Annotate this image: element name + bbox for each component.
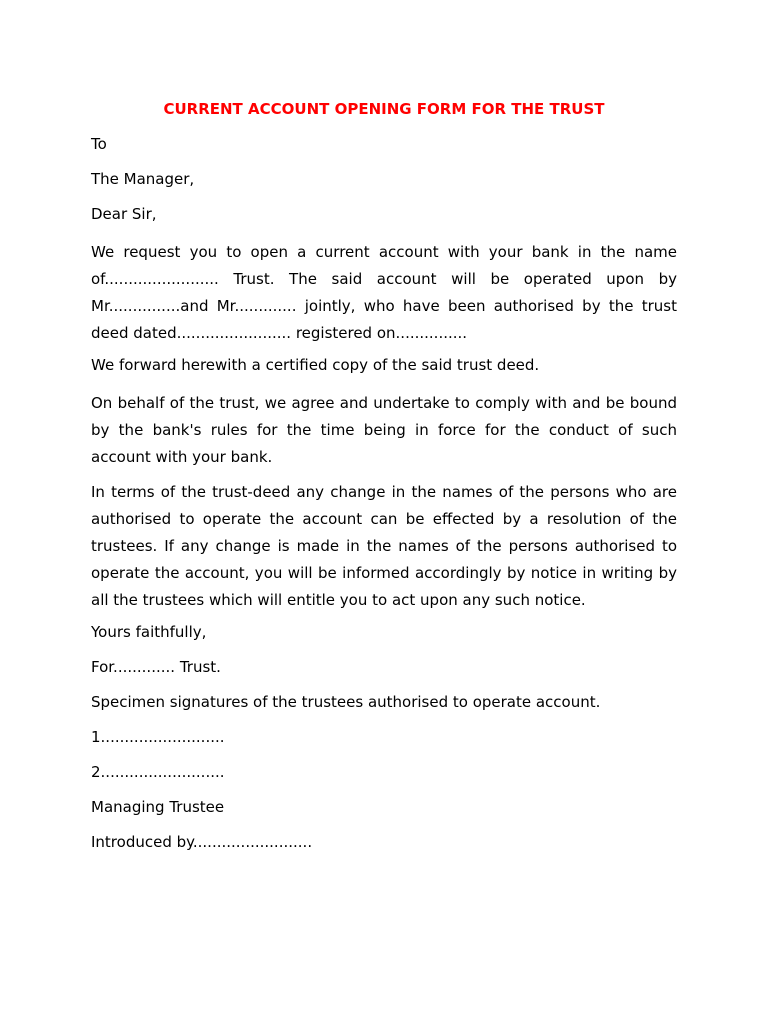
specimen-signatures-heading: Specimen signatures of the trustees authorised to operate account. [91, 693, 601, 711]
document-page [91, 99, 677, 867]
closing-line: Yours faithfully, [91, 623, 207, 641]
addressee-line: The Manager, [91, 170, 195, 188]
request-paragraph: We request you to open a current account with your bank in the name of........................ Trust. The said account will be operated upon by Mr...............and Mr............. jointly, who have been authorised by the trust deed dated........................ registered on............... [91, 243, 677, 342]
undertaking-paragraph: On behalf of the trust, we agree and undertake to comply with and be bound by the bank's rules for the time being in force for the conduct of such account with your bank. [91, 394, 677, 466]
change-of-signatories-paragraph: In terms of the trust-deed any change in the names of the persons who are authorised to operate the account can be effected by a resolution of the trustees. If any change is made in the names of the persons authorised to operate the account, you will be informed accordingly by notice in writing by all the trustees which will entitle you to act upon any such notice. [91, 483, 677, 609]
signature-line-2: 2.......................... [91, 763, 225, 781]
for-trust-line: For............. Trust. [91, 658, 221, 676]
introduced-by-line: Introduced by......................... [91, 833, 313, 851]
managing-trustee-label: Managing Trustee [91, 798, 225, 816]
signature-line-1: 1.......................... [91, 728, 225, 746]
document-title: CURRENT ACCOUNT OPENING FORM FOR THE TRUST [163, 100, 605, 118]
certified-copy-paragraph: We forward herewith a certified copy of the said trust deed. [91, 356, 540, 374]
to-line: To [91, 135, 107, 153]
salutation-line: Dear Sir, [91, 205, 157, 223]
